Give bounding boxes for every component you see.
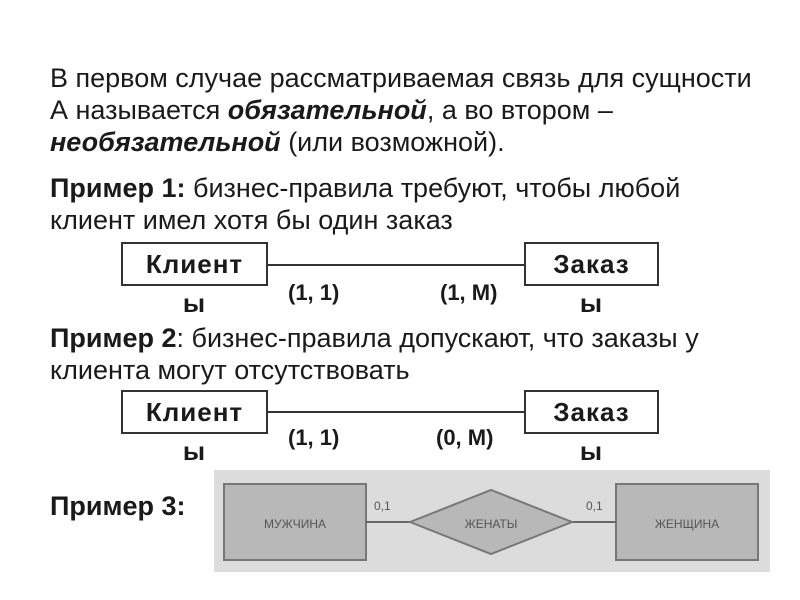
example3-heading: Пример 3: bbox=[50, 491, 186, 521]
example3-relationship-label: ЖЕНАТЫ bbox=[464, 517, 518, 531]
example1-relationship-line bbox=[268, 264, 524, 266]
term-optional: необязательной bbox=[50, 127, 281, 157]
example2-relationship-line bbox=[268, 411, 524, 413]
example2-cardinality-right: (0, M) bbox=[436, 425, 494, 450]
example3-cardinality-right: 0,1 bbox=[586, 499, 603, 513]
example1-cardinality-left: (1, 1) bbox=[288, 280, 340, 305]
example2-entity-orders bbox=[524, 390, 659, 466]
example1-heading: Пример 1: bbox=[50, 173, 186, 203]
example1-text: бизнес-правила требуют, чтобы любой клиент имел хотя бы один заказ bbox=[50, 173, 681, 235]
example1-paragraph bbox=[50, 172, 770, 236]
example2-entity-clients bbox=[121, 390, 268, 466]
example3-entity-women-label: ЖЕНЩИНА bbox=[654, 517, 720, 531]
intro-text-part1: В первом случае рассматриваемая связь для сущности А называется bbox=[50, 63, 752, 125]
example1-entity-clients-wrap: ы bbox=[182, 288, 207, 318]
example3-entity-men-label: МУЖЧИНА bbox=[264, 517, 326, 531]
example1-entity-orders bbox=[524, 242, 659, 318]
example1-entity-clients-label: Клиент bbox=[145, 249, 244, 279]
intro-text-part2: , а во втором – bbox=[426, 95, 613, 125]
example2-text: : бизнес-правила допускают, что заказы у клиента могут отсутствовать bbox=[50, 323, 699, 385]
example3-diagram-panel bbox=[214, 470, 770, 572]
example3-diagram bbox=[214, 470, 770, 572]
example1-entity-orders-wrap: ы bbox=[579, 288, 604, 318]
example1-entity-orders-label: Заказ bbox=[553, 249, 630, 279]
example2-entity-clients-label: Клиент bbox=[145, 397, 244, 427]
example2-paragraph bbox=[50, 322, 770, 386]
example2-entity-orders-wrap: ы bbox=[579, 436, 604, 466]
example2-heading: Пример 2 bbox=[50, 323, 177, 353]
example2-entity-orders-label: Заказ bbox=[553, 397, 630, 427]
term-obligatory: обязательной bbox=[227, 95, 427, 125]
example2-entity-clients-wrap: ы bbox=[182, 436, 207, 466]
example1-entity-clients bbox=[121, 242, 268, 318]
example1-cardinality-right: (1, M) bbox=[440, 280, 498, 305]
intro-paragraph bbox=[50, 62, 770, 158]
example2-cardinality-left: (1, 1) bbox=[288, 425, 340, 450]
example3-cardinality-left: 0,1 bbox=[374, 499, 391, 513]
intro-text-part3: (или возможной). bbox=[280, 127, 505, 157]
